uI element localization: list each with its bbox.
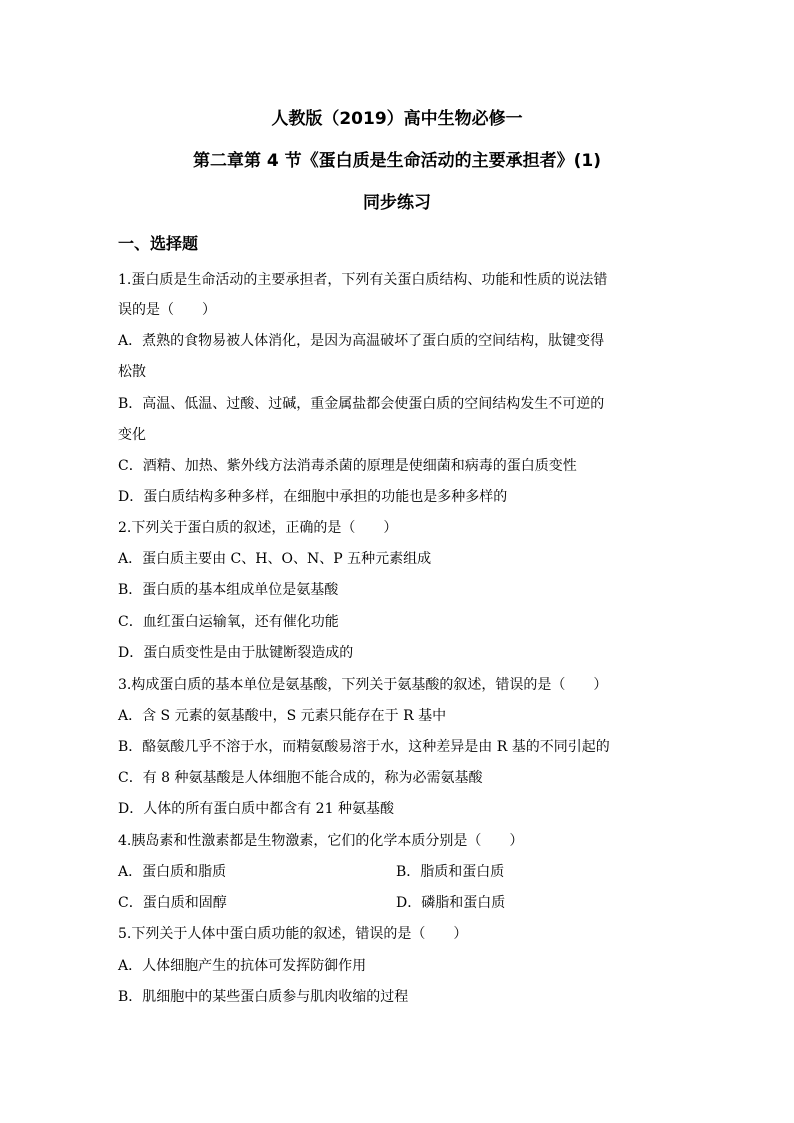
question-1-stem-continued: 误的是（ ） (118, 302, 216, 318)
question-1-option-c: C．酒精、加热、紫外线方法消毒杀菌的原理是使细菌和病毒的蛋白质变性 (118, 458, 577, 474)
question-3-option-c: C．有 8 种氨基酸是人体细胞不能合成的，称为必需氨基酸 (118, 770, 483, 786)
question-3-option-d: D．人体的所有蛋白质中都含有 21 种氨基酸 (118, 801, 394, 817)
question-5-stem: 5.下列关于人体中蛋白质功能的叙述，错误的是（ ） (118, 926, 468, 942)
question-4-option-c: C．蛋白质和固醇 (118, 895, 227, 911)
textbook-title: 人教版（2019）高中生物必修一 (271, 109, 523, 129)
question-2-option-c: C．血红蛋白运输氧，还有催化功能 (118, 614, 339, 630)
question-2-option-a: A．蛋白质主要由 C、H、O、N、P 五种元素组成 (118, 551, 432, 567)
question-3-option-b: B．酪氨酸几乎不溶于水，而精氨酸易溶于水，这种差异是由 R 基的不同引起的 (118, 739, 610, 755)
question-4-option-d: D．磷脂和蛋白质 (396, 895, 506, 911)
question-2-stem: 2.下列关于蛋白质的叙述，正确的是（ ） (118, 520, 398, 536)
question-1-option-a: A．煮熟的食物易被人体消化，是因为高温破坏了蛋白质的空间结构，肽键变得 (118, 333, 605, 349)
chapter-title: 第二章第 4 节《蛋白质是生命活动的主要承担者》(1) (192, 151, 602, 171)
question-3-option-a: A．含 S 元素的氨基酸中，S 元素只能存在于 R 基中 (118, 708, 447, 724)
question-3-stem: 3.构成蛋白质的基本单位是氨基酸，下列关于氨基酸的叙述，错误的是（ ） (118, 677, 608, 693)
question-2-option-d: D．蛋白质变性是由于肽键断裂造成的 (118, 645, 354, 661)
question-5-option-b: B．肌细胞中的某些蛋白质参与肌肉收缩的过程 (118, 989, 409, 1005)
section-heading: 一、选择题 (118, 234, 199, 253)
question-4-option-a: A．蛋白质和脂质 (118, 864, 227, 880)
question-2-option-b: B．蛋白质的基本组成单位是氨基酸 (118, 582, 339, 598)
question-1-option-b: B．高温、低温、过酸、过碱，重金属盐都会使蛋白质的空间结构发生不可逆的 (118, 396, 605, 412)
question-4-option-b: B．脂质和蛋白质 (396, 864, 505, 880)
question-1-stem: 1.蛋白质是生命活动的主要承担者，下列有关蛋白质结构、功能和性质的说法错 (118, 272, 608, 288)
question-1-option-d: D．蛋白质结构多种多样，在细胞中承担的功能也是多种多样的 (118, 489, 508, 505)
exercise-title: 同步练习 (363, 193, 431, 213)
question-1-option-a-continued: 松散 (118, 364, 146, 380)
question-4-stem: 4.胰岛素和性激素都是生物激素，它们的化学本质分别是（ ） (118, 833, 524, 849)
question-1-option-b-continued: 变化 (118, 427, 146, 443)
question-5-option-a: A．人体细胞产生的抗体可发挥防御作用 (118, 958, 367, 974)
